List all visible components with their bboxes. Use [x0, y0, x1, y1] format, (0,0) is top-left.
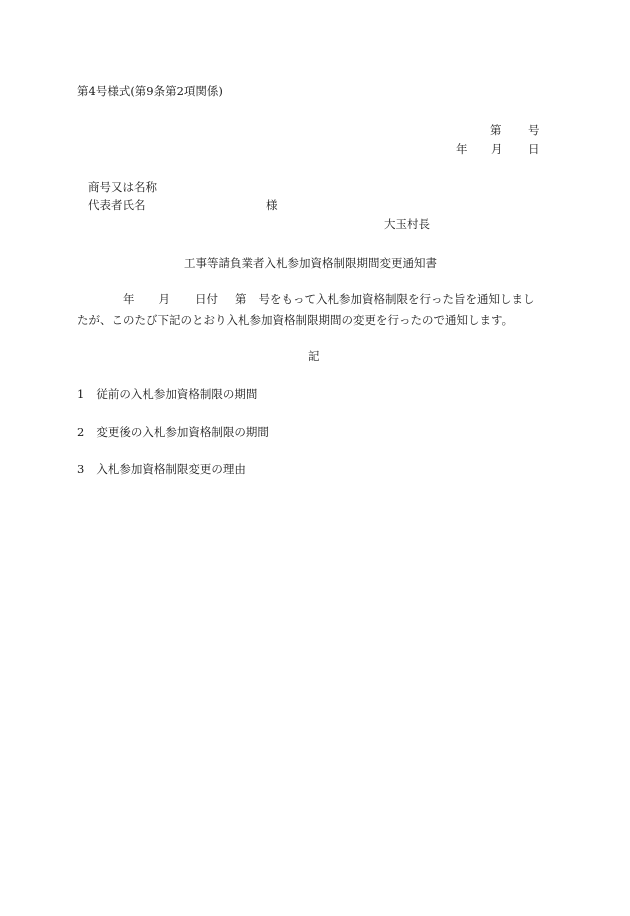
number-dai: 第 [490, 123, 502, 137]
item-number: 1 [77, 387, 85, 401]
body-line-1 [77, 289, 555, 310]
body-paragraph [77, 289, 555, 331]
document-title: 工事等請負業者入札参加資格制限期間変更通知書 [184, 256, 437, 270]
item-text: 従前の入札参加資格制限の期間 [96, 387, 258, 401]
body-line-2: たが、このたび下記のとおり入札参加資格制限期間の変更を行ったので通知します。 [77, 313, 514, 327]
body-day-dated: 日付 [195, 292, 218, 306]
number-go: 号 [528, 123, 540, 137]
ki-heading: 記 [308, 349, 320, 363]
item-number: 2 [77, 425, 85, 439]
list-item [77, 462, 246, 476]
sender-name: 大玉村長 [384, 217, 430, 231]
body-text-line1: 号をもって入札参加資格制限を行った旨を通知しまし [258, 292, 535, 306]
date-month: 月 [491, 142, 503, 156]
representative-label: 代表者氏名 [88, 198, 146, 212]
item-number: 3 [77, 462, 85, 476]
body-month: 月 [158, 292, 170, 306]
item-text: 変更後の入札参加資格制限の期間 [96, 425, 269, 439]
form-label: 第4号様式(第9条第2項関係) [77, 84, 223, 98]
date-year: 年 [456, 142, 468, 156]
item-text: 入札参加資格制限変更の理由 [96, 462, 246, 476]
date-day: 日 [528, 142, 540, 156]
body-year: 年 [123, 292, 135, 306]
list-item [77, 387, 257, 401]
trade-name-label: 商号又は名称 [88, 180, 157, 194]
list-item [77, 425, 269, 439]
body-dai: 第 [235, 292, 247, 306]
honorific: 様 [266, 198, 278, 212]
